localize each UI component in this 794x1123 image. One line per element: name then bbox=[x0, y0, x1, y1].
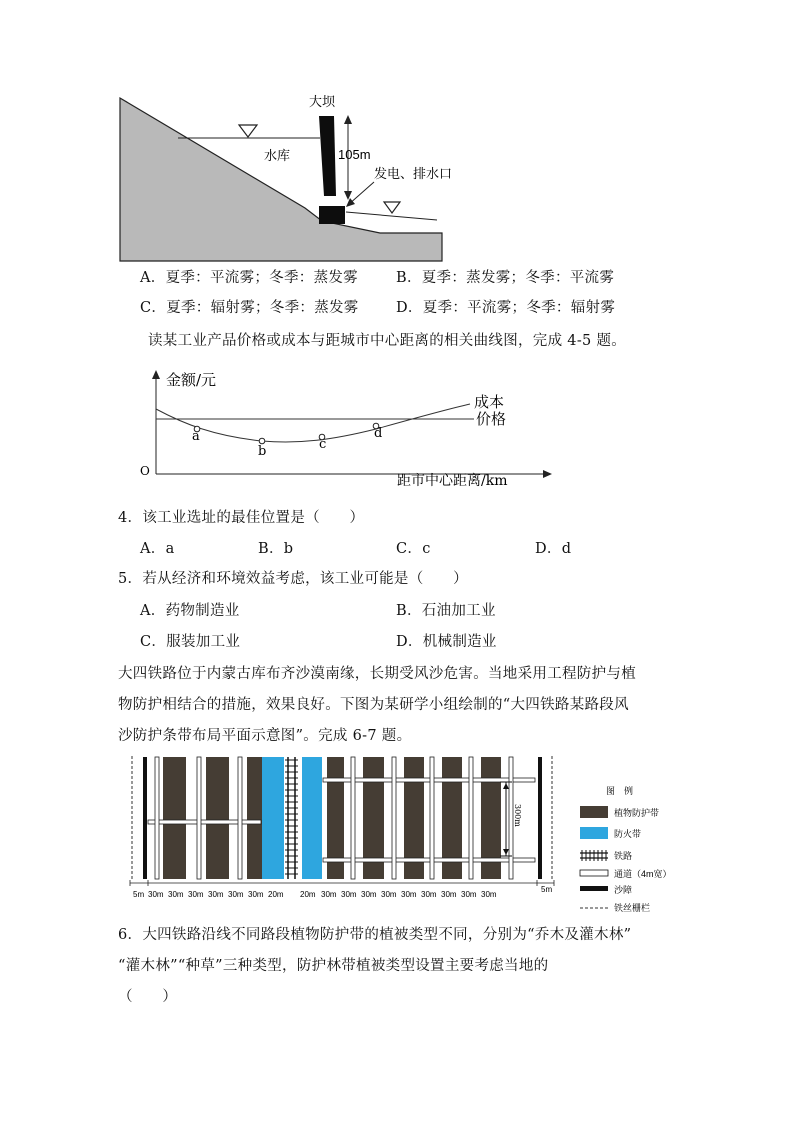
point-d-label: d bbox=[374, 426, 383, 441]
q4-option-b: B．b bbox=[258, 541, 294, 557]
intro-6-7-line-3: 沙防护条带布局平面示意图”。完成 6-7 题。 bbox=[118, 728, 412, 744]
sand-barrier-right bbox=[538, 757, 542, 879]
q5-option-a: A．药物制造业 bbox=[140, 603, 240, 619]
legend-barrier-label: 沙障 bbox=[614, 885, 633, 895]
width-label: 30m bbox=[381, 890, 397, 899]
curve-figure bbox=[132, 364, 572, 489]
arrow-down-icon bbox=[344, 191, 352, 200]
height-label: 105m bbox=[338, 147, 371, 162]
downstream-level-icon bbox=[384, 202, 400, 213]
width-label: 5m bbox=[133, 890, 145, 899]
width-label: 30m bbox=[188, 890, 204, 899]
intro-4-5: 读某工业产品价格或成本与距城市中心距离的相关曲线图，完成 4-5 题。 bbox=[148, 333, 627, 349]
width-label: 30m bbox=[421, 890, 437, 899]
arrow-up-icon bbox=[344, 115, 352, 124]
intro-6-7-line-1: 大四铁路位于内蒙古库布齐沙漠南缘，长期受风沙危害。当地采用工程防护与植 bbox=[118, 666, 636, 682]
legend-fire-swatch bbox=[580, 827, 608, 839]
legend-plant-swatch bbox=[580, 806, 608, 818]
scale-arrow-up-icon bbox=[503, 783, 509, 789]
cost-curve bbox=[156, 404, 470, 442]
q5-stem: 5．若从经济和环境效益考虑，该工业可能是（ ） bbox=[118, 571, 468, 587]
q5-option-c: C．服装加工业 bbox=[140, 634, 241, 650]
q4-option-a: A．a bbox=[140, 541, 175, 557]
plant-strip bbox=[163, 757, 186, 879]
width-label: 30m bbox=[461, 890, 477, 899]
q6-line-3: （ ） bbox=[118, 989, 178, 1005]
outlet-label: 发电、排水口 bbox=[374, 166, 453, 181]
width-label: 30m bbox=[441, 890, 457, 899]
width-label: 30m bbox=[208, 890, 224, 899]
point-a-label: a bbox=[192, 429, 200, 444]
origin-label: O bbox=[140, 464, 150, 478]
q3-option-c: C．夏季：辐射雾；冬季：蒸发雾 bbox=[140, 300, 359, 316]
width-label: 30m bbox=[248, 890, 264, 899]
legend-rail-label: 铁路 bbox=[614, 851, 633, 861]
railway bbox=[285, 757, 298, 879]
reservoir-level-icon bbox=[239, 125, 257, 137]
dam-label: 大坝 bbox=[309, 94, 336, 109]
q4-stem: 4．该工业选址的最佳位置是（ ） bbox=[118, 510, 365, 526]
price-label: 价格 bbox=[476, 410, 507, 428]
legend-rail-icon bbox=[580, 850, 608, 861]
x-arrow-icon bbox=[543, 470, 552, 478]
width-label: 30m bbox=[481, 890, 497, 899]
legend-channel-swatch bbox=[580, 870, 608, 876]
width-label: 30m bbox=[321, 890, 337, 899]
width-label: 30m bbox=[361, 890, 377, 899]
scale-label: 300m bbox=[513, 804, 522, 827]
q3-option-d: D．夏季：平流雾；冬季：辐射雾 bbox=[396, 300, 616, 316]
q5-option-b: B．石油加工业 bbox=[396, 603, 496, 619]
width-label: 20m bbox=[300, 890, 316, 899]
legend bbox=[580, 785, 672, 913]
legend-fire-label: 防火带 bbox=[614, 829, 642, 839]
width-label: 30m bbox=[401, 890, 417, 899]
plant-strip bbox=[206, 757, 229, 879]
channels-right bbox=[323, 757, 535, 879]
width-label: 5m bbox=[541, 885, 553, 894]
legend-title: 图 例 bbox=[606, 786, 634, 796]
fire-belt-right bbox=[302, 757, 322, 879]
width-label: 30m bbox=[341, 890, 357, 899]
fire-belt-left bbox=[262, 757, 284, 879]
q6-line-1: 6．大四铁路沿线不同路段植物防护带的植被类型不同，分别为“乔木及灌木林” bbox=[118, 927, 632, 943]
width-labels bbox=[133, 885, 552, 899]
dam-figure bbox=[110, 88, 460, 266]
point-b bbox=[259, 438, 265, 444]
width-label: 20m bbox=[268, 890, 284, 899]
rail-figure bbox=[128, 752, 688, 917]
scale-arrow-down-icon bbox=[503, 849, 509, 855]
width-label: 30m bbox=[228, 890, 244, 899]
width-label: 30m bbox=[168, 890, 184, 899]
q5-option-d: D．机械制造业 bbox=[396, 634, 497, 650]
y-axis-label: 金额/元 bbox=[166, 371, 217, 389]
point-b-label: b bbox=[258, 444, 267, 459]
legend-barrier-swatch bbox=[580, 886, 608, 891]
q4-option-d: D．d bbox=[535, 541, 572, 557]
width-label: 30m bbox=[148, 890, 164, 899]
sand-barrier-left bbox=[143, 757, 147, 879]
x-axis-label: 距市中心距离/km bbox=[397, 473, 508, 489]
point-c-label: c bbox=[319, 437, 327, 452]
q3-option-b: B．夏季：蒸发雾；冬季：平流雾 bbox=[396, 270, 615, 286]
reservoir-label: 水库 bbox=[264, 148, 291, 163]
intro-6-7-line-2: 物防护相结合的措施，效果良好。下图为某研学小组绘制的“大四铁路某路段风 bbox=[118, 697, 629, 713]
q4-option-c: C．c bbox=[396, 541, 431, 557]
legend-plant-label: 植物防护带 bbox=[614, 808, 660, 818]
cost-label: 成本 bbox=[474, 393, 505, 411]
dam-body bbox=[319, 116, 336, 196]
outlet-block bbox=[319, 206, 345, 224]
q6-line-2: “灌木林”“种草”三种类型，防护林带植被类型设置主要考虑当地的 bbox=[118, 958, 549, 974]
legend-channel-label: 通道（4m宽） bbox=[614, 869, 672, 879]
q3-option-a: A．夏季：平流雾；冬季：蒸发雾 bbox=[140, 270, 358, 286]
y-arrow-icon bbox=[152, 370, 160, 379]
legend-fence-label: 铁丝栅栏 bbox=[614, 903, 651, 913]
